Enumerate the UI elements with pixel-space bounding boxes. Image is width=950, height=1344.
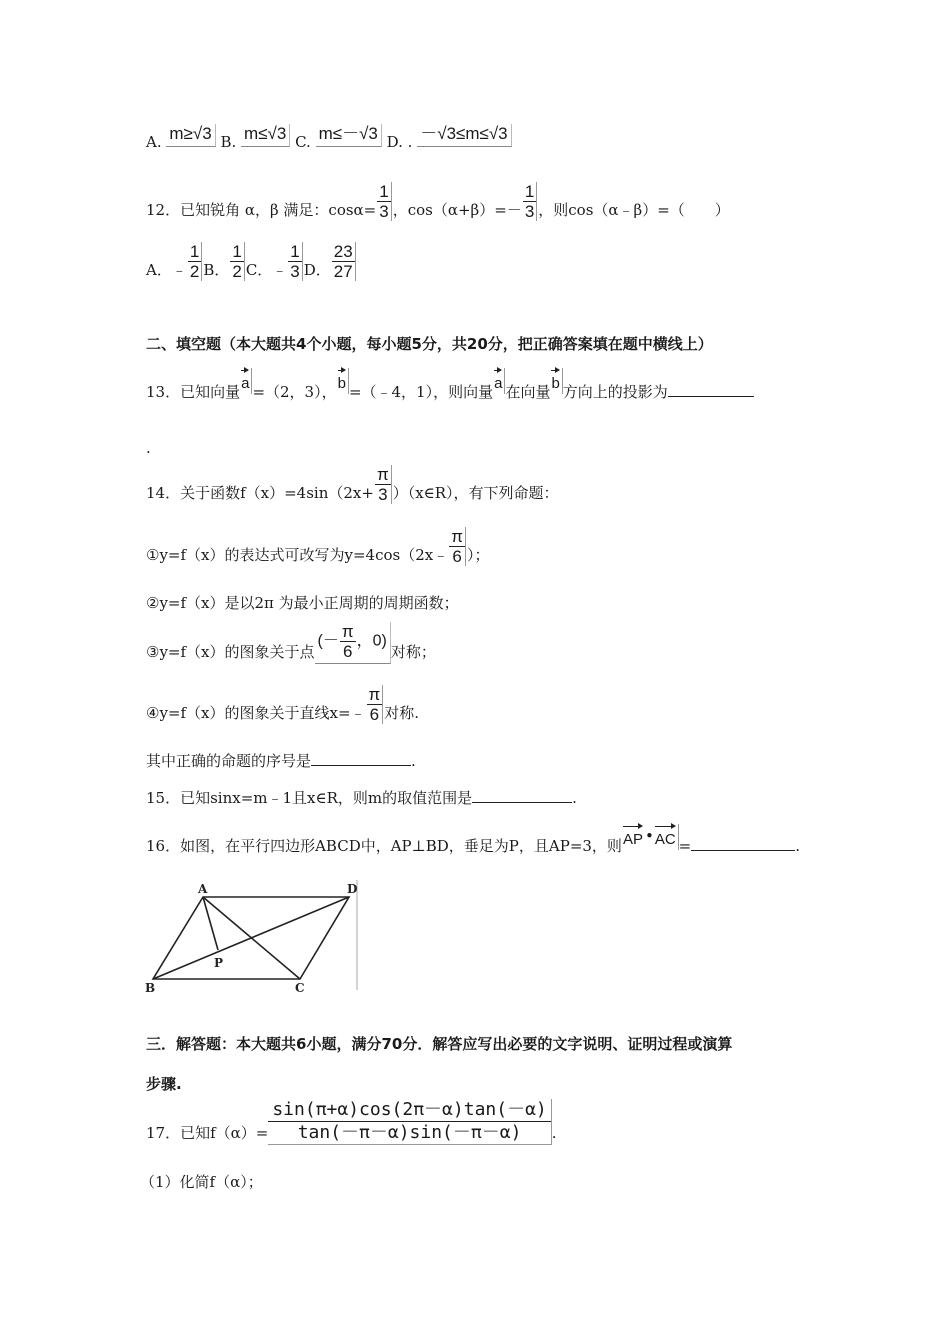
- q14-ask: [146, 751, 416, 771]
- q11-options-line: [146, 123, 512, 152]
- q15-stem: [146, 788, 577, 808]
- vector-ap: AP: [622, 824, 645, 850]
- q12-fb-den: 2: [232, 261, 242, 281]
- q14-s3-den: 6: [342, 642, 353, 661]
- q12-option-b: B．: [203, 261, 230, 279]
- q14-s4-text: ④y=f（x）的图象关于直线x=﹣: [146, 704, 366, 722]
- q13-answer-blank[interactable]: [668, 382, 754, 397]
- q16-end: .: [795, 837, 801, 855]
- q13-text-5: 方向上的投影为: [562, 383, 668, 401]
- segment-ap: [203, 897, 218, 950]
- q12-option-a-fraction: [188, 242, 202, 281]
- label-p: P: [214, 956, 224, 970]
- q14-s4-den: 6: [369, 704, 380, 724]
- label-a: A: [198, 882, 208, 896]
- q12-f2-num: 1: [524, 181, 535, 201]
- q13-stem: [146, 375, 754, 402]
- q14-s3-end: 对称；: [390, 643, 436, 661]
- q12-prefix: 12．已知锐角 α，β 满足：cosα=: [146, 201, 377, 219]
- q11-option-d-label: D. .: [386, 133, 413, 151]
- q13-text-3: =（﹣4，1），则向量: [348, 383, 494, 401]
- q14-s4-fraction: [367, 685, 384, 724]
- q13-text-2: =（2，3），: [252, 383, 337, 401]
- q13-text-1: 13．已知向量: [146, 383, 241, 401]
- q12-fa-num: 1: [189, 241, 200, 261]
- q12-fraction-2: [523, 182, 537, 221]
- q12-fc-den: 3: [290, 261, 300, 281]
- q14-s1-fraction: [449, 527, 466, 566]
- q17-fraction: [268, 1099, 551, 1145]
- q14-s3-point: [315, 622, 391, 664]
- label-d: D: [347, 882, 358, 896]
- q14-statement-4: [146, 684, 420, 724]
- q14-s1-den: 6: [452, 546, 462, 566]
- q12-stem: [146, 181, 730, 221]
- q16-text: 16．如图，在平行四边形ABCD中，AP⊥BD，垂足为P，且AP=3，则: [146, 837, 622, 855]
- section-3-title: 三．解答题：本大题共6小题，满分70分．解答应写出必要的文字说明、证明过程或演算: [146, 1035, 733, 1053]
- q16-stem: [146, 827, 801, 856]
- vector-ac: AC: [654, 824, 679, 850]
- q11-option-c-expr: m≤－√3: [316, 124, 382, 147]
- q12-option-c: C．﹣: [245, 261, 288, 279]
- q14-s1-num: π: [451, 526, 463, 546]
- q14-f-den: 3: [378, 484, 388, 504]
- q11-option-a-expr: m≥√3: [166, 124, 215, 147]
- q14-s3-text: ③y=f（x）的图象关于点: [146, 643, 315, 661]
- q14-s3-fraction: [340, 622, 356, 661]
- q14-f-num: π: [376, 464, 389, 484]
- q12-fd-num: 23: [333, 241, 353, 261]
- q14-s1-text: ①y=f（x）的表达式可改写为y=4cos（2x﹣: [146, 546, 449, 564]
- q12-option-d-fraction: [332, 242, 356, 281]
- section-3-title-cont: 步骤.: [146, 1075, 182, 1093]
- label-c: C: [295, 981, 305, 995]
- vector-a: a: [240, 368, 252, 394]
- q12-fraction-1: [377, 182, 391, 221]
- q16-equals: =: [678, 837, 692, 855]
- q12-f2-den: 3: [524, 201, 535, 221]
- q14-s3-close: ，0): [356, 632, 387, 650]
- q12-option-a: A．﹣: [146, 261, 187, 279]
- q14-s4-num: π: [368, 684, 381, 704]
- q12-fc-num: 1: [290, 241, 300, 261]
- q15-end: .: [572, 789, 577, 807]
- q14-text-1: 14．关于函数f（x）=4sin（2x+: [146, 484, 374, 502]
- q14-text-2: ）（x∈R），有下列命题：: [392, 484, 559, 502]
- q15-answer-blank[interactable]: [472, 788, 572, 803]
- q14-s3-num: π: [341, 622, 354, 641]
- q13-text-4: 在向量: [505, 383, 551, 401]
- section-2-title: 二、填空题（本大题共4个小题，每小题5分，共20分，把正确答案填在题中横线上）: [146, 335, 713, 353]
- q12-option-b-fraction: [230, 242, 244, 281]
- q11-option-a-label: A.: [146, 133, 162, 151]
- q13-trailing-dot: .: [146, 439, 151, 457]
- q12-suffix: ，则cos（α﹣β）=（ ）: [538, 201, 730, 219]
- vector-b: b: [337, 368, 349, 394]
- q12-f1-num: 1: [379, 181, 389, 201]
- q14-s1-end: ）；: [466, 546, 490, 564]
- q12-option-c-fraction: [288, 242, 302, 281]
- q11-option-d-expr: －√3≤m≤√3: [417, 124, 511, 147]
- q16-dot-operator: •: [644, 827, 654, 845]
- q14-ask-text: 其中正确的命题的序号是: [146, 752, 312, 770]
- q14-fraction: [375, 465, 392, 504]
- q12-fb-num: 1: [232, 241, 242, 261]
- q17-denominator: tan(－π－α)sin(－π－α): [297, 1122, 522, 1143]
- q15-text: 15．已知sinx=m﹣1且x∈R，则m的取值范围是: [146, 789, 473, 807]
- parallelogram-figure: [140, 876, 365, 998]
- q17-prefix: 17．已知f（α）=: [146, 1124, 269, 1142]
- q14-answer-blank[interactable]: [311, 751, 411, 766]
- q14-statement-1: [146, 526, 490, 566]
- q14-stem: [146, 464, 559, 504]
- q14-ask-end: .: [411, 752, 416, 770]
- vector-b-2: b: [550, 368, 562, 394]
- q11-option-b-label: B.: [220, 133, 237, 151]
- q14-s4-end: 对称.: [384, 704, 420, 722]
- q12-f1-den: 3: [379, 201, 389, 221]
- q11-option-b-expr: m≤√3: [241, 124, 290, 147]
- q12-fa-den: 2: [189, 261, 200, 281]
- q16-answer-blank[interactable]: [691, 836, 795, 851]
- q11-option-c-label: C.: [295, 133, 311, 151]
- q17-numerator: sin(π+α)cos(2π－α)tan(－α): [268, 1099, 550, 1122]
- q14-statement-3: [146, 622, 436, 664]
- q17-end: .: [551, 1124, 557, 1142]
- vector-a-2: a: [493, 368, 505, 394]
- q14-statement-2: ②y=f（x）是以2π 为最小正周期的周期函数；: [146, 594, 459, 612]
- q12-fd-den: 27: [333, 261, 353, 281]
- q17-part-1: （1）化简f（α）；: [140, 1173, 263, 1191]
- q12-mid: ，cos（α+β）=－: [392, 201, 522, 219]
- q12-option-d: D．: [303, 261, 331, 279]
- label-b: B: [145, 981, 156, 995]
- q12-options-line: [146, 241, 357, 281]
- q14-s3-open: (－: [317, 632, 339, 650]
